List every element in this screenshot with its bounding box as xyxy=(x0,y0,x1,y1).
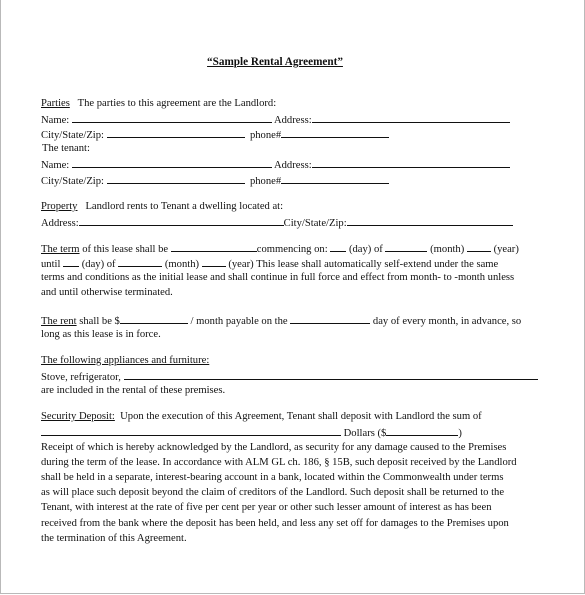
term-line-3: terms and conditions as the initial lease and shall continue in full force and effect from month- to -month unless xyxy=(41,272,515,283)
term-end-year-field[interactable] xyxy=(202,256,226,267)
security-body-line: during the term of the lease. In accordance with ALM GL ch. 186, § 15B, such deposit received by the Landlord xyxy=(41,457,517,468)
security-body-line: the termination of this Agreement. xyxy=(41,533,187,544)
term-text-1: of this lease shall be xyxy=(82,244,169,255)
term-line-4: and until otherwise terminated. xyxy=(41,287,173,298)
tenant-address-field[interactable] xyxy=(312,157,510,168)
tenant-name-label: Name: xyxy=(41,160,70,171)
deposit-dollars-label: Dollars ($ xyxy=(343,428,387,439)
appliances-list-label: Stove, refrigerator, xyxy=(41,372,121,383)
term-end-month-field[interactable] xyxy=(118,256,162,267)
landlord-address-field[interactable] xyxy=(312,112,510,123)
landlord-citystatezip-field[interactable] xyxy=(107,127,245,138)
appliances-line-1 xyxy=(41,369,538,384)
tenant-address-label: Address: xyxy=(273,160,312,171)
security-body-line: received from the bank where the deposit has been held, and less any set off for damages to the Premises upon xyxy=(41,518,509,529)
property-heading: Property xyxy=(41,201,78,212)
security-body-line: as will place such deposit beyond the claim of creditors of the Landlord. Such deposit shall be returned to the xyxy=(41,487,505,498)
term-line-1 xyxy=(41,241,519,256)
property-citystatezip-label: City/State/Zip: xyxy=(283,218,347,229)
tenant-citystatezip-field[interactable] xyxy=(107,173,245,184)
parties-line xyxy=(41,97,276,110)
property-text: Landlord rents to Tenant a dwelling located at: xyxy=(85,201,284,212)
security-body-line: Tenant, with interest at the rate of five per cent per year or other such lesser amount of interest as has been xyxy=(41,502,492,513)
term-heading: The term xyxy=(41,244,80,255)
security-body-line: shall be held in a separate, interest-bearing account in a bank, located within the Commonwealth under terms xyxy=(41,472,504,483)
security-body-line: Receipt of which is hereby acknowledged by the Landlord, as security for any damage caused to the Premises xyxy=(41,442,507,453)
property-address-field[interactable] xyxy=(79,215,284,226)
term-start-year-field[interactable] xyxy=(467,241,491,252)
term-extend-text: This lease shall automatically self-extend under the same xyxy=(256,259,499,270)
landlord-name-label: Name: xyxy=(41,115,70,126)
security-heading: Security Deposit: xyxy=(41,411,115,422)
term-end-day-label: (day) of xyxy=(81,259,116,270)
term-end-day-field[interactable] xyxy=(63,256,79,267)
term-commencing-label: commencing on: xyxy=(256,244,328,255)
property-address-row xyxy=(41,215,513,230)
parties-intro: The parties to this agreement are the Landlord: xyxy=(77,98,277,109)
security-line-1 xyxy=(41,410,482,423)
rent-payable-text: / month payable on the xyxy=(190,316,288,327)
term-until-label: until xyxy=(41,259,61,270)
property-citystatezip-field[interactable] xyxy=(347,215,513,226)
tenant-name-row xyxy=(41,157,510,172)
tenant-phone-label: phone# xyxy=(249,176,282,187)
document-title: “Sample Rental Agreement” xyxy=(207,56,343,68)
parties-heading: Parties xyxy=(41,98,70,109)
rent-amount-label: shall be $ xyxy=(79,316,120,327)
tenant-name-field[interactable] xyxy=(72,157,272,168)
appliances-heading: The following appliances and furniture: xyxy=(41,355,210,366)
term-day-label: (day) of xyxy=(348,244,383,255)
rent-due-day-field[interactable] xyxy=(290,313,370,324)
landlord-phone-field[interactable] xyxy=(281,127,389,138)
rent-line-2: long as this lease is in force. xyxy=(41,329,161,340)
term-end-month-label: (month) xyxy=(164,259,200,270)
rent-line-1 xyxy=(41,313,521,328)
landlord-name-field[interactable] xyxy=(72,112,272,123)
security-line-2 xyxy=(41,425,462,440)
term-start-day-field[interactable] xyxy=(330,241,346,252)
landlord-citystatezip-label: City/State/Zip: xyxy=(41,130,104,141)
term-start-month-field[interactable] xyxy=(385,241,427,252)
term-line-2 xyxy=(41,256,498,271)
property-address-label: Address: xyxy=(41,218,79,229)
deposit-close-paren: ) xyxy=(458,428,462,439)
appliances-list-field[interactable] xyxy=(124,369,538,380)
tenant-citystatezip-label: City/State/Zip: xyxy=(41,176,104,187)
tenant-label: The tenant: xyxy=(42,143,90,154)
landlord-address-label: Address: xyxy=(273,115,312,126)
rent-advance-text: day of every month, in advance, so xyxy=(372,316,522,327)
security-intro: Upon the execution of this Agreement, Tenant shall deposit with Landlord the sum of xyxy=(120,411,482,422)
tenant-city-row xyxy=(41,173,389,188)
deposit-amount-field[interactable] xyxy=(386,425,458,436)
tenant-phone-field[interactable] xyxy=(281,173,389,184)
term-year-label: (year) xyxy=(493,244,519,255)
term-month-label: (month) xyxy=(430,244,465,255)
landlord-name-row xyxy=(41,112,510,127)
rent-amount-field[interactable] xyxy=(120,313,188,324)
rent-heading: The rent xyxy=(41,316,77,327)
landlord-city-row xyxy=(41,127,389,142)
landlord-phone-label: phone# xyxy=(249,130,282,141)
deposit-amount-words-field[interactable] xyxy=(41,425,341,436)
term-length-field[interactable] xyxy=(171,241,257,252)
term-end-year-label: (year) xyxy=(228,259,254,270)
appliances-line-2: are included in the rental of these premises. xyxy=(41,385,226,396)
property-line xyxy=(41,200,283,213)
